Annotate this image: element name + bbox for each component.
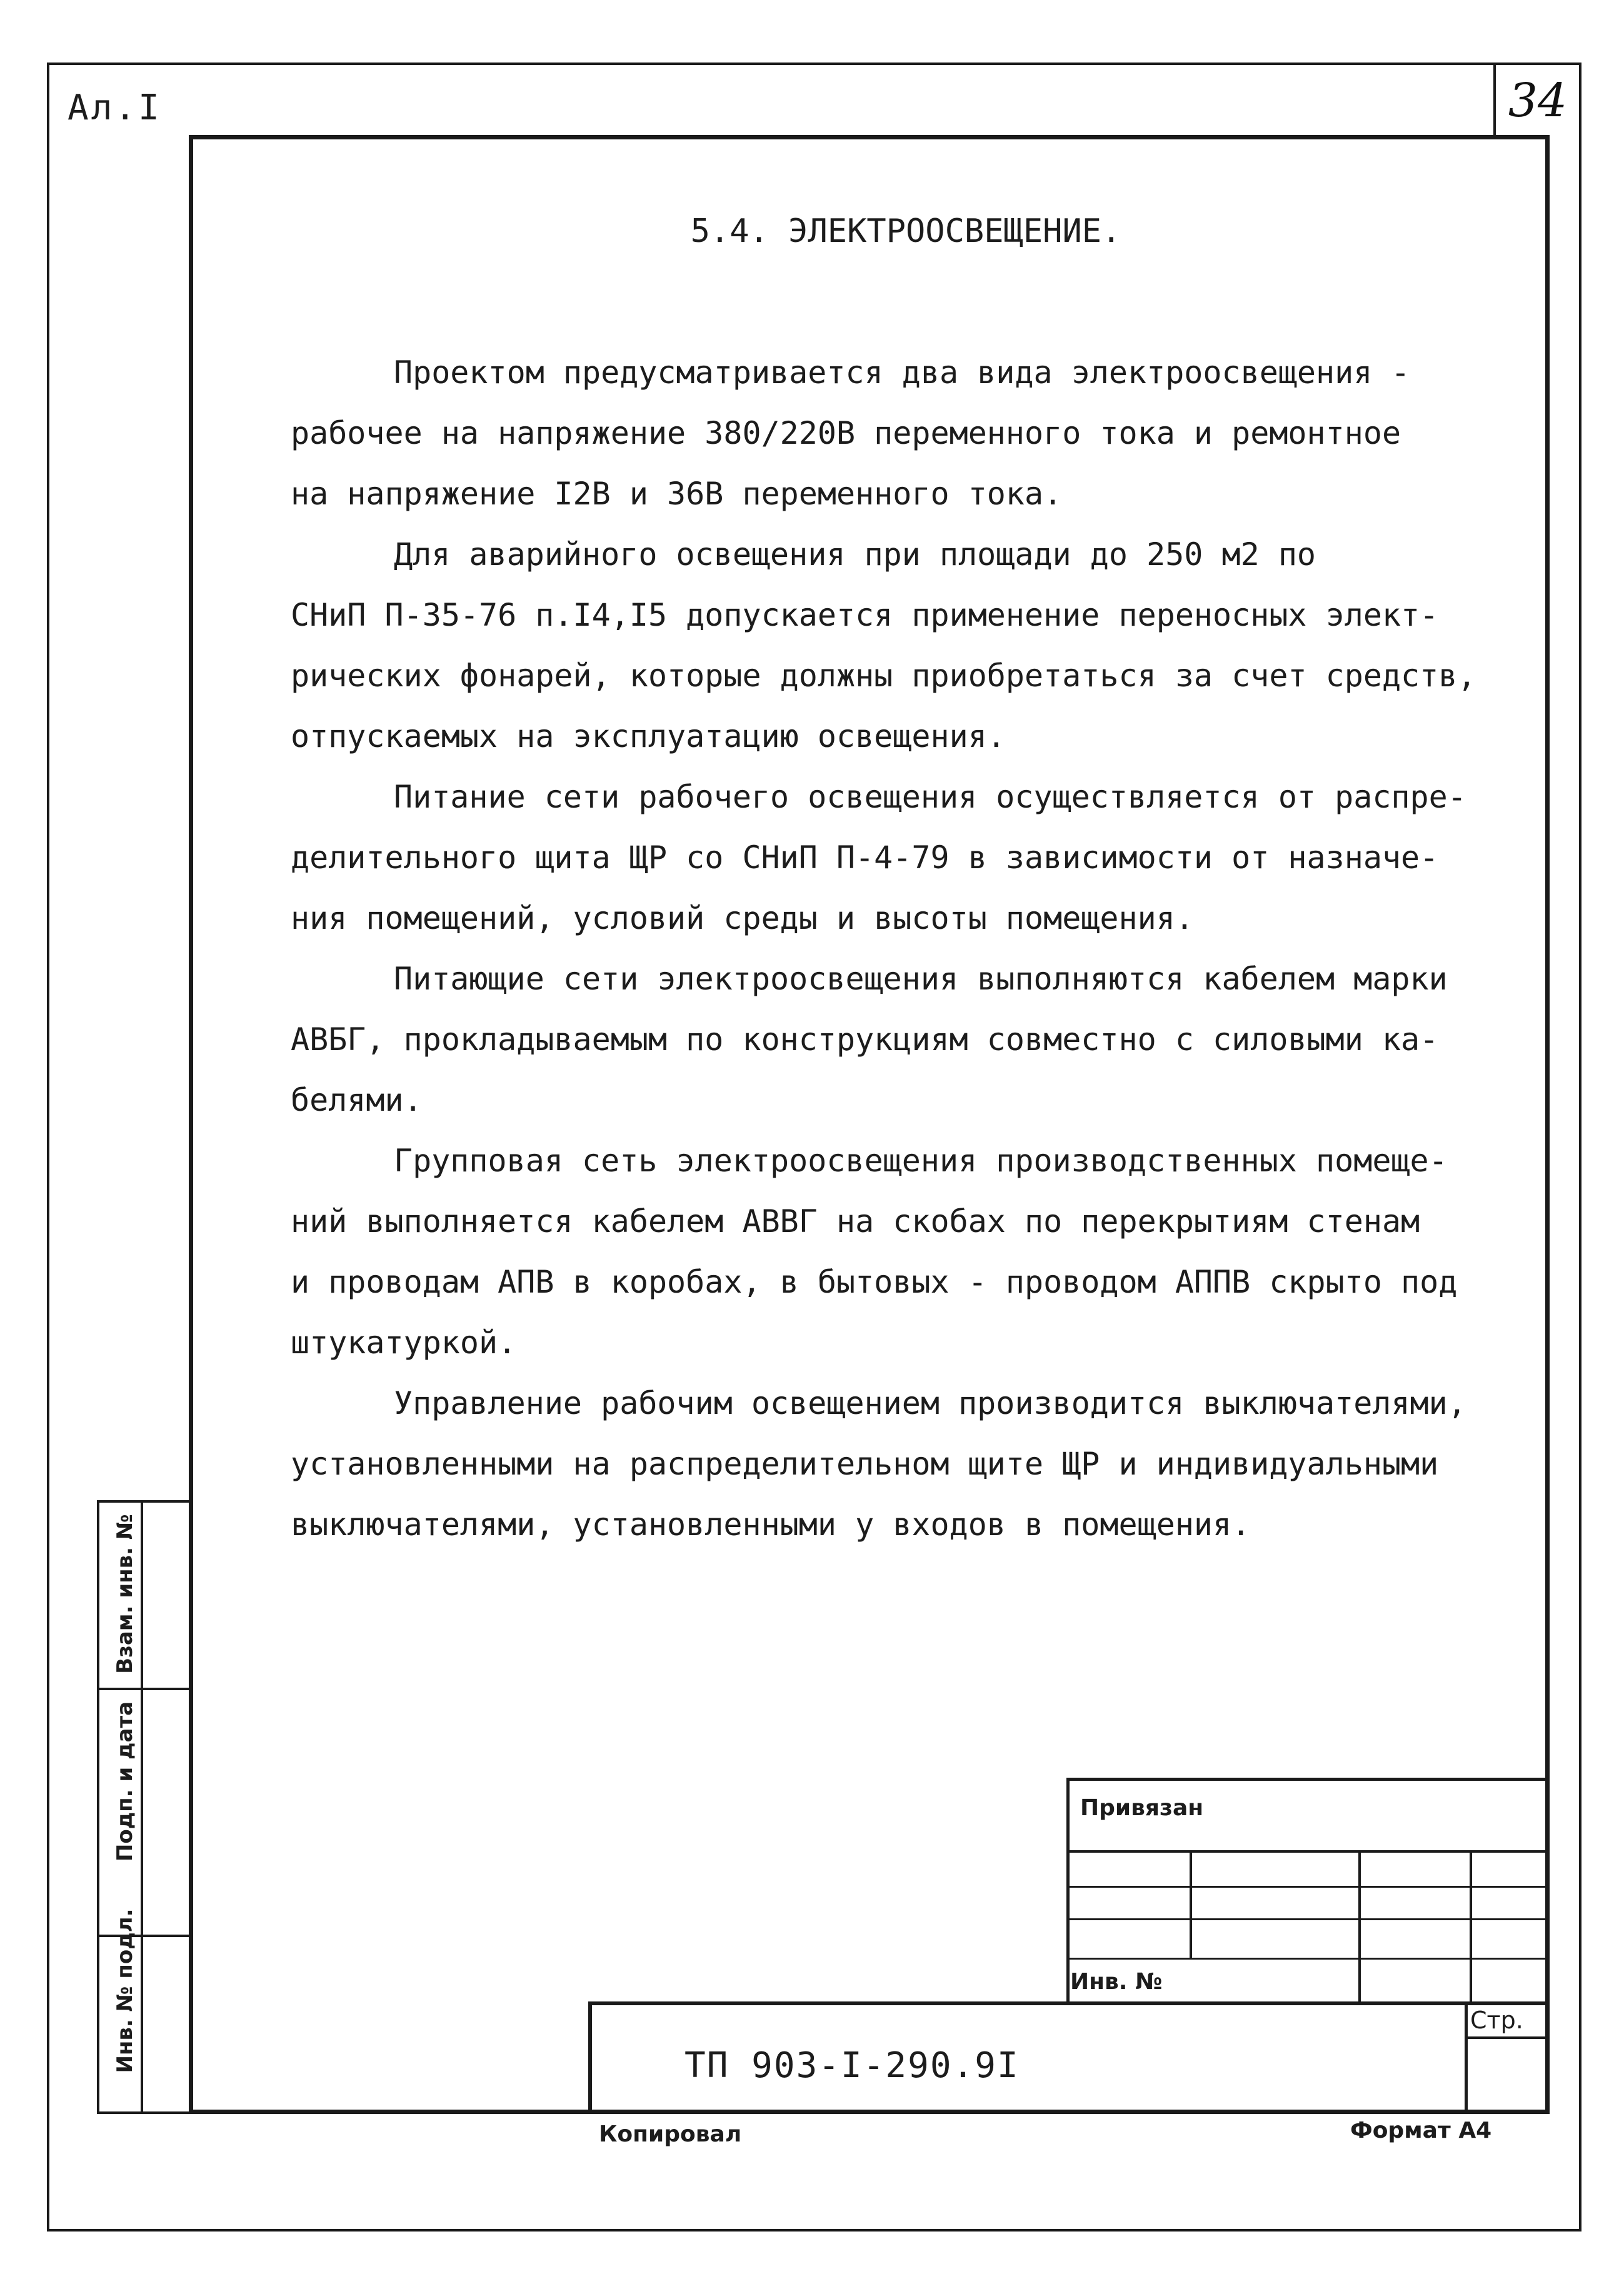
body-line: на напряжение I2В и 36В переменного тока. [291,476,1063,512]
sheet-label: Ал.I [68,88,162,128]
body-line: штукатуркой. [291,1325,517,1361]
footer-format-label: Формат А4 [1350,2118,1492,2143]
body-line: рических фонарей, которые должны приобретаться за счет средств, [291,658,1476,694]
body-line: выключателями, установленными у входов в помещения. [291,1506,1251,1543]
body-line: отпускаемых на эксплуатацию освещения. [291,718,1006,754]
body-line: ний выполняется кабелем АВВГ на скобах по перекрытиям стенам [291,1203,1420,1240]
body-line: Питание сети рабочего освещения осуществляется от распре- [394,779,1466,815]
margin-stamp [97,1500,191,2114]
body-text [291,343,1516,1555]
body-line: АВБГ, прокладываемым по конструкциям совместно с силовыми ка- [291,1021,1439,1058]
body-line: Для аварийного освещения при площади до 250 м2 по [394,536,1316,573]
body-line: ния помещений, условий среды и высоты помещения. [291,900,1194,936]
binding-table-title: Привязан [1080,1795,1204,1821]
body-line: Питающие сети электроосвещения выполняются кабелем марки [394,961,1448,997]
body-line: и проводам АПВ в коробах, в бытовых - проводом АППВ скрыто под [291,1264,1458,1300]
body-line: делительного щита ЩР со СНиП П-4-79 в зависимости от назначе- [291,839,1439,876]
body-line: установленными на распределительном щите ЩР и индивидуальными [291,1446,1439,1482]
body-line: рабочее на напряжение 380/220В переменного тока и ремонтное [291,415,1401,451]
section-title: 5.4. ЭЛЕКТРООСВЕЩЕНИЕ. [690,213,1121,250]
document-code: ТП 903-I-290.9I [684,2045,1020,2086]
body-line: Управление рабочим освещением производится выключателями, [394,1385,1466,1421]
page-cell-label: Стр. [1470,2006,1523,2034]
margin-label-vzam-inv: Взам. инв. № [113,1514,138,1674]
body-line: Проектом предусматривается два вида электроосвещения - [394,354,1410,391]
binding-table-inv-label: Инв. № [1070,1969,1163,1995]
footer-copied-label: Копировал [599,2121,742,2147]
body-line: СНиП П-35-76 п.I4,I5 допускается применение переносных элект- [291,597,1439,633]
margin-label-inv-podl: Инв. № подл. [113,1908,138,2073]
body-line: белями. [291,1082,423,1118]
body-line: Групповая сеть электроосвещения производственных помеще- [394,1143,1448,1179]
page-number: 34 [1508,74,1568,128]
margin-label-podp-data: Подп. и дата [113,1701,138,1862]
